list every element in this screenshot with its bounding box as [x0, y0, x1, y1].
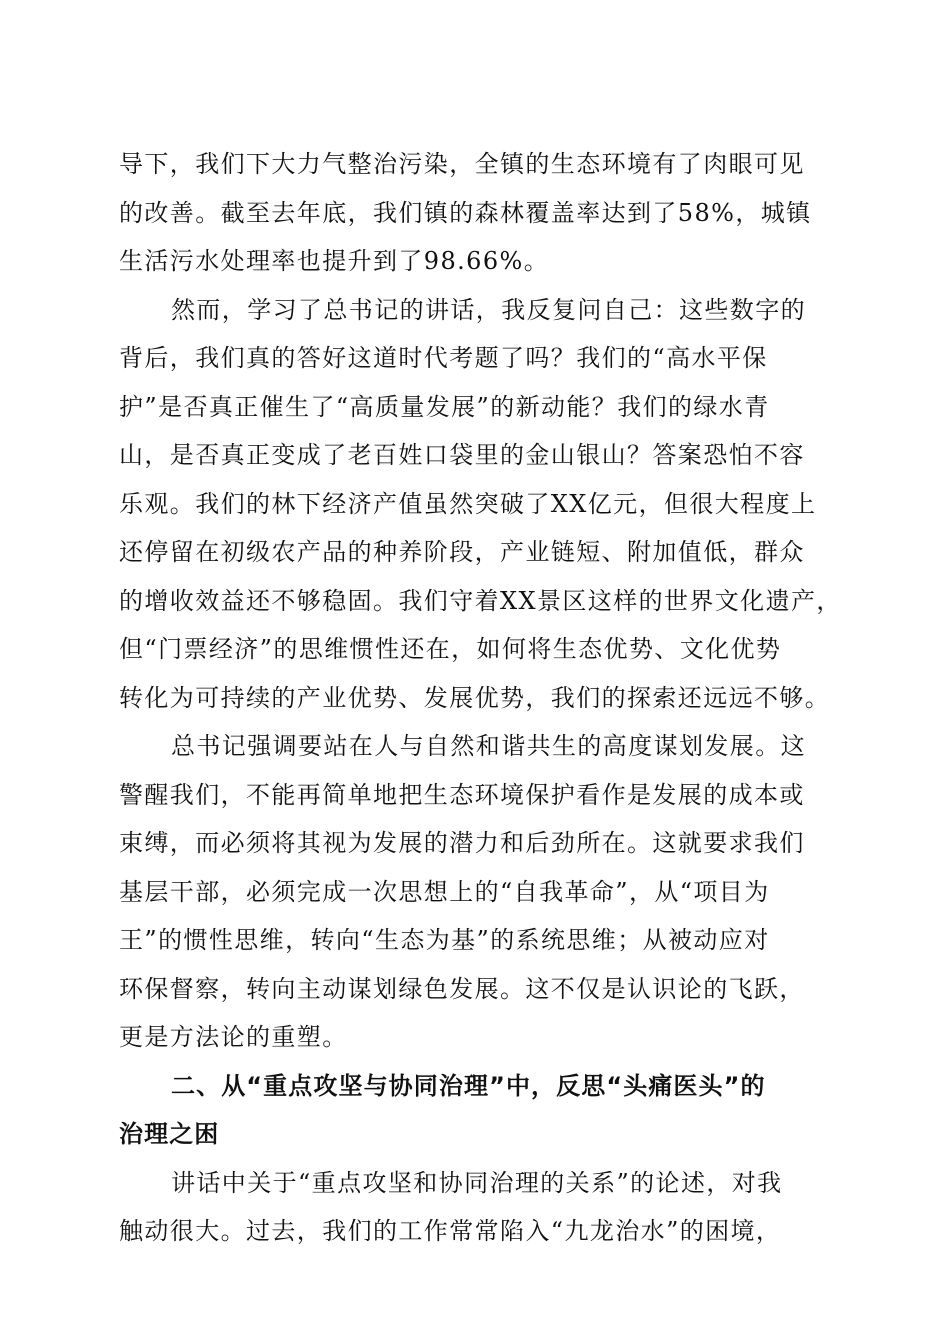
text-line: 背后，我们真的答好这道时代考题了吗？我们的“高水平保 [119, 344, 768, 372]
heading-line: 二、从“重点攻坚与协同治理”中，反思“头痛医头”的 [171, 1071, 766, 1100]
section-heading [119, 1062, 835, 1159]
paragraph-environment-results [119, 140, 835, 286]
text-line: 的改善。截至去年底，我们镇的森林覆盖率达到了58%，城镇 [119, 198, 812, 227]
text-line: 还停留在初级农产品的种养阶段，产业链短、附加值低，群众 [119, 538, 805, 566]
text-line: 警醒我们，不能再简单地把生态环境保护看作是发展的成本或 [119, 780, 805, 809]
text-line: 束缚，而必须将其视为发展的潜力和后劲所在。这就要求我们 [119, 829, 805, 857]
text-line: 讲话中关于“重点攻坚和协同治理的关系”的论述，对我 [171, 1168, 783, 1197]
text-line: 山，是否真正变成了老百姓口袋里的金山银山？答案恐怕不容 [119, 441, 805, 469]
text-line: 护”是否真正催生了“高质量发展”的新动能？我们的绿水青 [119, 392, 770, 421]
text-line: 总书记强调要站在人与自然和谐共生的高度谋划发展。这 [171, 732, 806, 760]
paragraph-coordinated-governance [119, 1159, 835, 1256]
text-line: 环保督察，转向主动谋划绿色发展。这不仅是认识论的飞跃， [119, 974, 805, 1003]
text-line: 导下，我们下大力气整治污染，全镇的生态环境有了肉眼可见 [119, 150, 805, 178]
heading-line: 治理之困 [119, 1120, 220, 1148]
document-body [119, 140, 842, 1256]
text-line: 王”的惯性思维，转向“生态为基”的系统思维；从被动应对 [119, 926, 770, 954]
text-line: 触动很大。过去，我们的工作常常陷入“九龙治水”的困境， [119, 1217, 782, 1245]
text-line: 更是方法论的重塑。 [119, 1023, 348, 1051]
text-line: 生活污水处理率也提升到了98.66%。 [119, 247, 550, 275]
text-line: 然而，学习了总书记的讲话，我反复问自己：这些数字的 [171, 295, 806, 324]
paragraph-reflection [119, 286, 842, 723]
text-line: 但“门票经济”的思维惯性还在，如何将生态优势、文化优势 [119, 635, 782, 663]
text-line: 基层干部，必须完成一次思想上的“自我革命”，从“项目为 [119, 877, 770, 906]
text-line: 乐观。我们的林下经济产值虽然突破了XX亿元，但很大程度上 [119, 489, 817, 518]
paragraph-harmony [119, 722, 835, 1062]
text-line: 转化为可持续的产业优势、发展优势，我们的探索还远远不够。 [119, 683, 831, 712]
text-line: 的增收效益还不够稳固。我们守着XX景区这样的世界文化遗产， [119, 586, 842, 615]
